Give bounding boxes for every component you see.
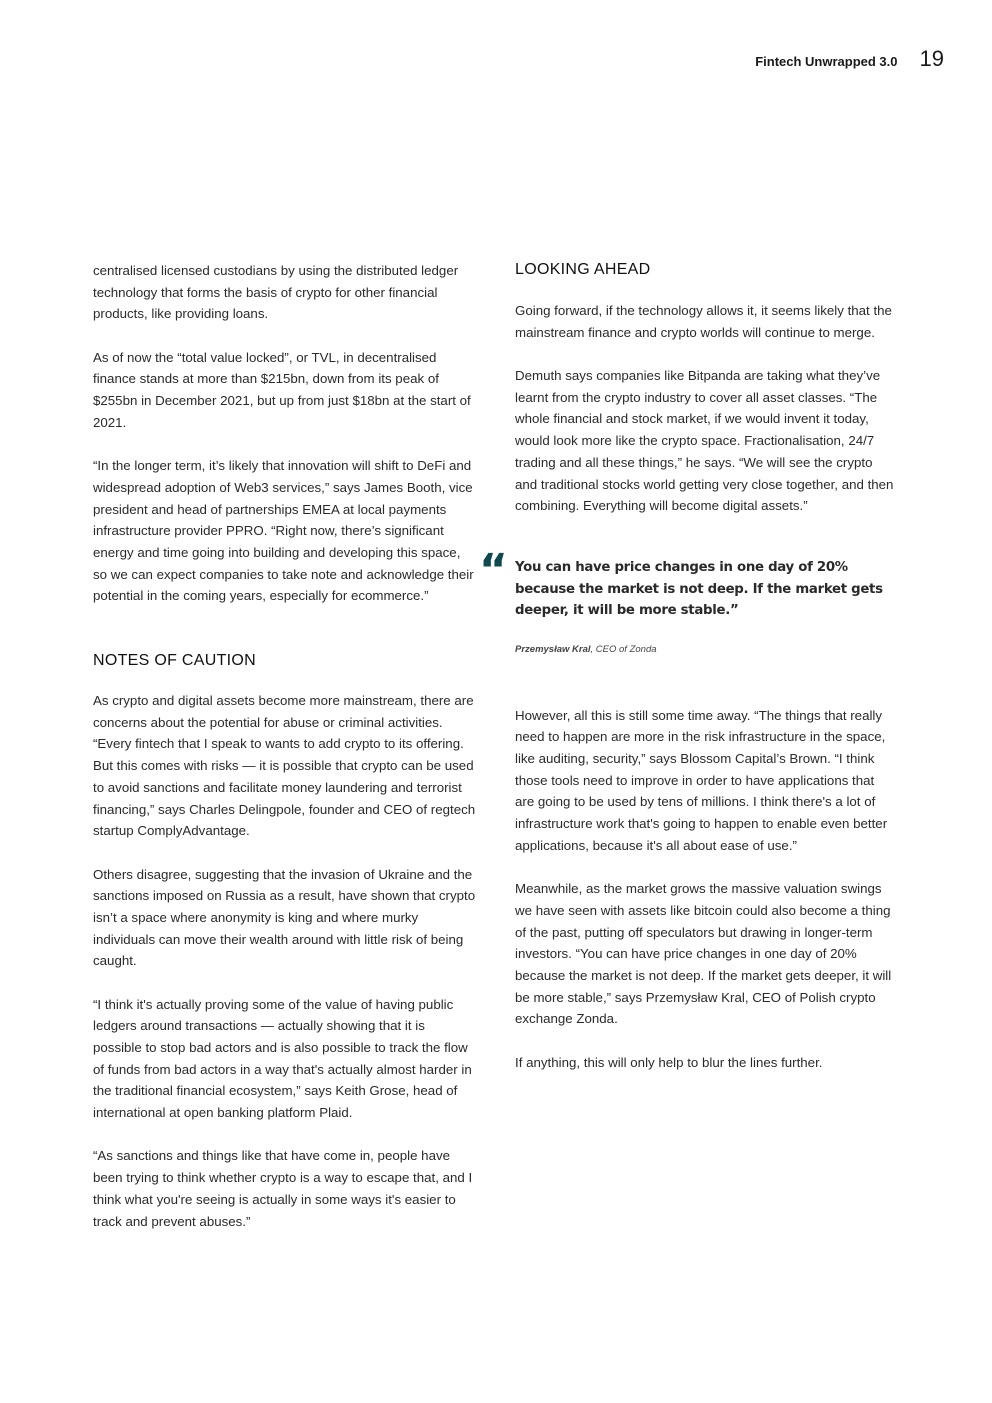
page-number: 19	[919, 46, 944, 71]
pull-quote	[479, 544, 895, 655]
left-column	[93, 260, 477, 1254]
section-heading-notes-of-caution: NOTES OF CAUTION	[93, 652, 257, 670]
paragraph: Meanwhile, as the market grows the massive valuation swings we have seen with assets like bitcoin could also become a thing of the past, putting off speculators but drawing in longer-term investors. “You can have price changes in one day of 20% because the market is not deep. If the market gets deeper, it will be more stable,” says Przemysław Kral, CEO of Polish crypto exchange Zonda.	[515, 881, 892, 1027]
paragraph: centralised licensed custodians by using the distributed ledger technology that forms the basis of crypto for other financial products, like providing loans.	[93, 263, 459, 322]
quote-author-name: Przemysław Kral	[515, 643, 591, 655]
paragraph: “I think it's actually proving some of the value of having public ledgers around transactions — actually showing that it is possible to stop bad actors and is also possible to track the flow of funds from bad actors in a way that's actually almost harder in the traditional financial ecosystem,” says Keith Grose, head of international at open banking platform Plaid.	[93, 996, 472, 1121]
section-heading-looking-ahead: LOOKING AHEAD	[515, 261, 651, 278]
right-column	[479, 260, 895, 1095]
paragraph: “As sanctions and things like that have come in, people have been trying to think whether crypto is a way to escape that, and I think what you're seeing is actually in some ways it's easier to track and prevent abuses.”	[93, 1148, 473, 1229]
pull-quote-text: You can have price changes in one day of 20% because the market is not deep. If the market gets deeper, it will be more stable.”	[515, 559, 883, 619]
paragraph: However, all this is still some time away. “The things that really need to happen are more in the risk infrastructure in the space, like auditing, security,” says Blossom Capital’s Brown. “I think those tools need to improve in order to have applications that are going to be used by tens of millions. I think there's a lot of infrastructure work that's going to happen to enable even better applications, because it's all about ease of use.”	[515, 707, 888, 853]
quote-mark-icon: “	[479, 544, 508, 596]
page-header	[755, 46, 944, 72]
paragraph: Others disagree, suggesting that the invasion of Ukraine and the sanctions imposed on Russia as a result, have shown that crypto isn’t a space where anonymity is king and where murky individuals can move their wealth around with little risk of being caught.	[93, 866, 476, 969]
paragraph: As crypto and digital assets become more mainstream, there are concerns about the potential for abuse or criminal activities. “Every fintech that I speak to wants to add crypto to its offering. But this comes with risks — it is possible that crypto can be used to avoid sanctions and facilitate money laundering and terrorist financing,” says Charles Delingpole, founder and CEO of regtech startup ComplyAdvantage.	[93, 693, 476, 839]
paragraph: Going forward, if the technology allows it, it seems likely that the mainstream finance and crypto worlds will continue to merge.	[515, 303, 892, 340]
publication-title: Fintech Unwrapped 3.0	[755, 54, 898, 69]
quote-author-role: , CEO of Zonda	[590, 643, 657, 655]
paragraph: Demuth says companies like Bitpanda are taking what they’ve learnt from the crypto industry to cover all asset classes. “The whole financial and stock market, if we would invent it today, would look more like the crypto space. Fractionalisation, 24/7 trading and all these things,” he says. “We will see the crypto and traditional stocks world getting very close together, and then combining. Everything will become digital assets.”	[515, 368, 894, 514]
paragraph: If anything, this will only help to blur the lines further.	[515, 1054, 823, 1070]
paragraph: “In the longer term, it’s likely that innovation will shift to DeFi and widespread adoption of Web3 services,” says James Booth, vice president and head of partnerships EMEA at local payments infrastructure provider PPRO. “Right now, there’s significant energy and time going into building and developing this space, so we can expect companies to take note and acknowledge their potential in the coming years, especially for ecommerce.”	[93, 458, 474, 604]
paragraph: As of now the “total value locked”, or TVL, in decentralised finance stands at more than $215bn, down from its peak of $255bn in December 2021, but up from just $18bn at the start of 2021.	[93, 349, 471, 430]
quote-attribution	[515, 644, 895, 655]
